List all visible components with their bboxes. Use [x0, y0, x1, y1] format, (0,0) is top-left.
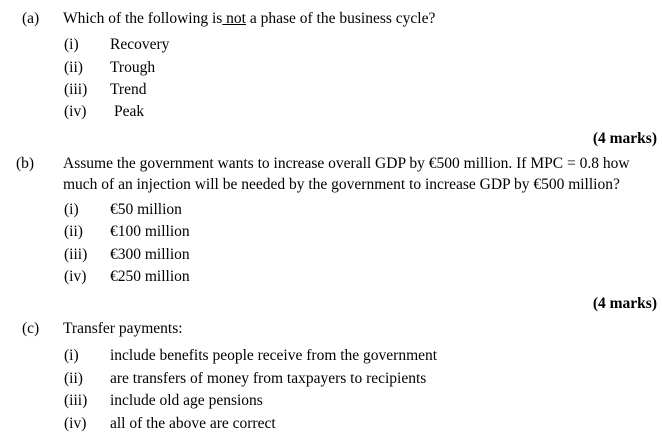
question-b-stem-line2: much of an injection will be needed by the government to increase GDP by €500 million? [63, 176, 620, 193]
question-c-label: (c) [22, 320, 40, 337]
option-c-iii-text: include old age pensions [110, 392, 263, 409]
option-a-iv-number: (iv) [64, 103, 87, 120]
option-b-iii-text: €300 million [110, 246, 190, 263]
question-a-stem [63, 11, 435, 27]
question-b-label: (b) [16, 155, 35, 172]
option-c-ii-number: (ii) [64, 370, 83, 387]
question-b-stem-line1: Assume the government wants to increase overall GDP by €500 million. If MPC = 0.8 how [63, 155, 630, 172]
option-b-iv-text: €250 million [110, 268, 190, 285]
question-a-label: (a) [22, 10, 40, 27]
option-a-i-number: (i) [64, 36, 79, 53]
question-a-stem-before: Which of the following is [63, 10, 223, 27]
option-a-iii-number: (iii) [64, 81, 88, 98]
option-c-ii-text: are transfers of money from taxpayers to recipients [110, 370, 427, 387]
question-a-marks: (4 marks) [592, 130, 657, 147]
option-c-i-number: (i) [64, 347, 79, 364]
question-b-marks: (4 marks) [592, 295, 657, 312]
question-a-stem-emphasis: not [222, 10, 246, 27]
question-c-stem: Transfer payments: [63, 320, 183, 337]
option-b-i-number: (i) [64, 201, 79, 218]
option-c-iv-number: (iv) [64, 415, 87, 432]
option-b-i-text: €50 million [110, 201, 182, 218]
option-c-iii-number: (iii) [64, 392, 88, 409]
option-a-iv-text: Peak [114, 103, 145, 120]
option-b-iii-number: (iii) [64, 246, 88, 263]
question-a-stem-after: a phase of the business cycle? [245, 10, 436, 27]
option-c-i-text: include benefits people receive from the government [110, 347, 438, 364]
option-a-iii-text: Trend [110, 81, 147, 98]
option-a-ii-number: (ii) [64, 59, 83, 76]
option-c-iv-text: all of the above are correct [110, 415, 276, 432]
option-b-ii-text: €100 million [110, 223, 190, 240]
option-b-ii-number: (ii) [64, 223, 83, 240]
option-b-iv-number: (iv) [64, 268, 87, 285]
option-a-ii-text: Trough [110, 59, 156, 76]
option-a-i-text: Recovery [110, 36, 170, 53]
